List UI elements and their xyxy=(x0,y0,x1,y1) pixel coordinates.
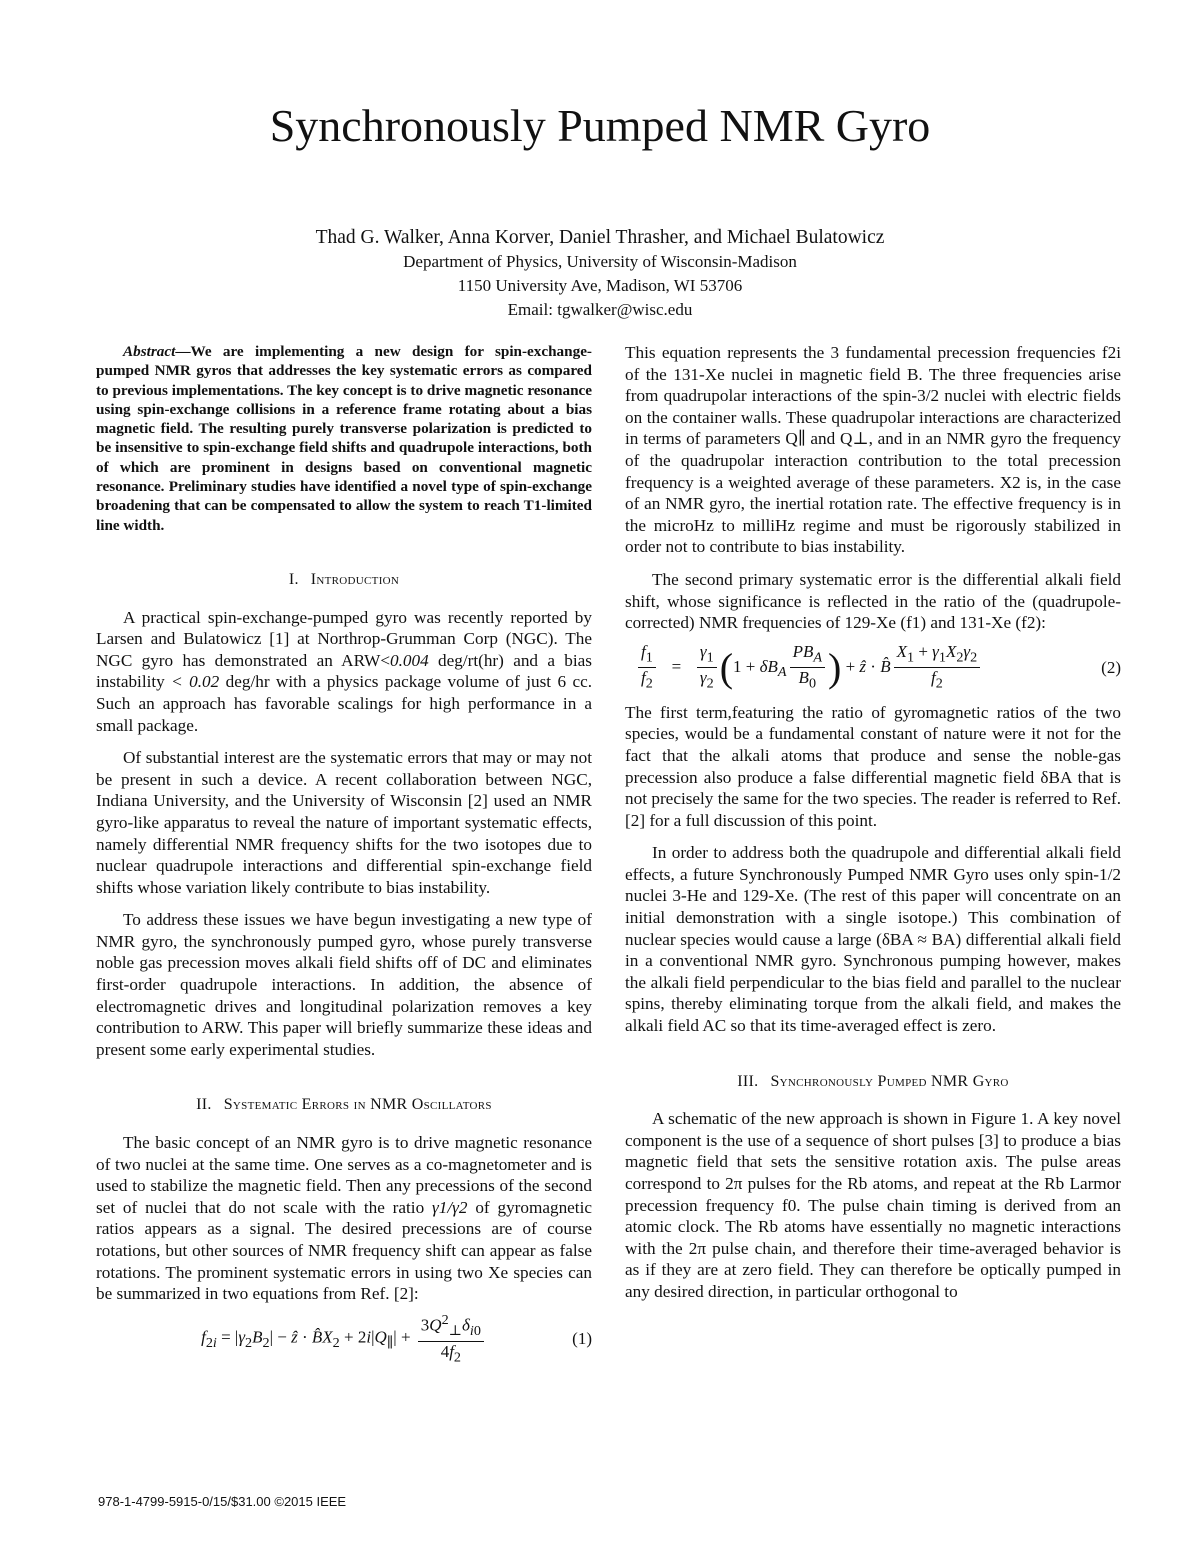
abstract xyxy=(96,342,592,535)
right-paragraph-3: The first term,featuring the ratio of gyromagnetic ratios of the two species, would be a fundamental constant of nature were it not for the fact that the alkali atoms that produce and sense the noble-gas precession also produce a false differential magnetic field δBA that is not precisely the same for the two species. The reader is referred to Ref. [2] for a full discussion of this point. xyxy=(625,702,1121,830)
equation-number: (1) xyxy=(572,1328,592,1348)
intro-paragraph-2: Of substantial interest are the systematic errors that may or may not be present in such a device. A recent collaboration between NGC, Indiana University, and the University of Wisconsin [2] used an NMR gyro-like apparatus to reveal the nature of important systematic effects, namely differential NMR frequency shifts for the two isotopes due to nuclear quadrupole interactions and differential spin-exchange field shifts whose variation likely contribute to bias instability. xyxy=(96,748,592,897)
left-column xyxy=(96,342,592,1373)
paper-title: Synchronously Pumped NMR Gyro xyxy=(269,100,931,151)
right-paragraph-2: The second primary systematic error is the differential alkali field shift, whose significance is reflected in the ratio of the (quadrupole-corrected) NMR frequencies of 129-Xe (f1) and 131-Xe (f2): xyxy=(625,569,1121,633)
section-title: Systematic Errors in NMR Oscillators xyxy=(223,1096,492,1114)
address: 1150 University Ave, Madison, WI 53706 xyxy=(457,276,743,295)
math-value: 0.004 xyxy=(390,650,429,670)
intro-paragraph-3: To address these issues we have begun investigating a new type of NMR gyro, the synchronously pumped gyro, whose purely transverse noble gas precession moves alkali field shifts off of DC and eliminates first-order quadrupole interactions. In addition, the absence of electromagnetic drives and longitudinal polarization removes a key contribution to ARW. This paper will briefly summarize these ideas and present some early experimental studies. xyxy=(96,910,592,1059)
text-run: of gyromagnetic ratios appears as a signal. The desired precessions are of course rotations, but other sources of NMR frequency shift can appear as false rotations. The prominent systematic errors in using two Xe species can be summarized in two equations from Ref. [2]: xyxy=(96,1197,592,1304)
copyright-footer: 978-1-4799-5915-0/15/$31.00 ©2015 IEEE xyxy=(98,1494,347,1509)
equation-body: $f_{2i} = |\gamma_2B_2|$ − ẑ · $B̂X_2 + 2i|Q_\parallel|$ + $\frac{3Q^2_\perp\delta_{i0}}{4f_2}$ xyxy=(96,1310,592,1367)
author-list: Thad G. Walker, Anna Korver, Daniel Thrasher, and Michael Bulatowicz xyxy=(315,227,885,248)
text-run: The basic concept of an NMR gyro is to drive magnetic resonance of two nuclei at the same time. One serves as a co-magnetometer and is used to stabilize the magnetic field. Then any precessions of the second set of nuclei that do not scale with the ratio xyxy=(96,1133,592,1217)
equation-1 xyxy=(96,1312,592,1366)
right-column xyxy=(625,342,1121,1303)
section-heading-introduction xyxy=(96,569,592,591)
systematic-paragraph-1 xyxy=(96,1132,592,1305)
equation-2 xyxy=(625,641,1121,692)
math-value: < 0.02 xyxy=(171,672,220,692)
section-number: II. xyxy=(196,1096,212,1114)
intro-paragraph-1 xyxy=(96,607,592,737)
affiliation: Department of Physics, University of Wisconsin-Madison xyxy=(403,252,797,271)
section-title: Introduction xyxy=(310,570,400,588)
right-paragraph-4: In order to address both the quadrupole and differential alkali field effects, a future Synchronously Pumped NMR Gyro uses only spin-1/2 nuclei 3-He and 129-Xe. (The rest of this paper will concentrate on an initial demonstration with a single isotope.) This combination of nuclear species would cause a large (δBA ≈ BA) differential alkali field in a conventional NMR gyro. Synchronous pumping however, makes the alkali field perpendicular to the bias field and parallel to the nuclear spins, thereby eliminating torque from the alkali field, and makes the alkali field AC so that its time-averaged effect is zero. xyxy=(625,843,1121,1036)
right-paragraph-5: A schematic of the new approach is shown in Figure 1. A key novel component is the use of a sequence of short pulses [3] to produce a bias magnetic field that sets the sensitive rotation axis. The pulse areas correspond to 2π pulses for the Rb atoms, and repeat at the Rb Larmor precession frequency f0. The pulse chain timing is derived from an atomic clock. The Rb atoms have essentially no magnetic interactions with the 2π pulse chain, and therefore their time-averaged behavior is as if they are at zero field. They can therefore be optically pumped in any desired direction, in particular orthogonal to xyxy=(625,1109,1121,1301)
text-run: deg/rt(hr) and a bias instability xyxy=(96,650,592,692)
math-ratio: γ1/γ2 xyxy=(432,1197,468,1217)
section-title: Synchronously Pumped NMR Gyro xyxy=(770,1072,1009,1090)
section-number: I. xyxy=(288,570,299,588)
section-number: III. xyxy=(737,1072,759,1090)
abstract-lead: Abstract xyxy=(123,343,176,360)
text-run: A practical spin-exchange-pumped gyro was recently reported by Larsen and Bulatowicz [1] at Northrop-Grumman Corp (NGC). The NGC gyro has demonstrated an ARW< xyxy=(96,607,592,670)
equation-body: $\frac{f_1}{f_2}$ = $\frac{\gamma_1}{\gamma_2}$ ($1 + \delta B_A$ $\frac{PB_A}{B_0}$ ) + ẑ · B̂ $\frac{X_1 + \gamma_1X_2\gamma_2}{f_2}$ xyxy=(625,642,1121,694)
abstract-text: —We are implementing a new design for spin-exchange-pumped NMR gyros that addresses the key systematic errors as compared to previous implementations. The key concept is to drive magnetic resonance using spin-exchange collisions in a reference frame rotating about a bias magnetic field. The resulting purely transverse polarization is predicted to be insensitive to spin-exchange field shifts and quadrupole interactions, both of which are prominent in designs based on conventional magnetic resonance. Preliminary studies have identified a novel type of spin-exchange broadening that can be compensated to allow the system to reach T1-limited line width. xyxy=(96,343,592,534)
section-heading-systematic-errors xyxy=(96,1094,592,1116)
email: Email: tgwalker@wisc.edu xyxy=(507,300,693,319)
text-run: deg/hr with a physics package volume of just 6 cc. Such an approach has favorable scalings for high performance in a small package. xyxy=(96,672,592,735)
right-paragraph-1: This equation represents the 3 fundamental precession frequencies f2i of the 131-Xe nuclei in magnetic field B. The three frequencies arise from quadrupolar interactions of the spin-3/2 nuclei with electric fields on the container walls. These quadrupolar interactions are characterized in terms of parameters Q∥ and Q⊥, and in an NMR gyro the frequency of the quadrupolar interaction contribution to the total precession frequency is a weighted average of these parameters. X2 is, in the case of an NMR gyro, the inertial rotation rate. The effective frequency is in the microHz to milliHz regime and must be rigorously stabilized in order not to contribute to bias instability. xyxy=(625,343,1121,557)
section-heading-synchronously-pumped xyxy=(625,1071,1121,1093)
equation-number: (2) xyxy=(1101,657,1121,677)
